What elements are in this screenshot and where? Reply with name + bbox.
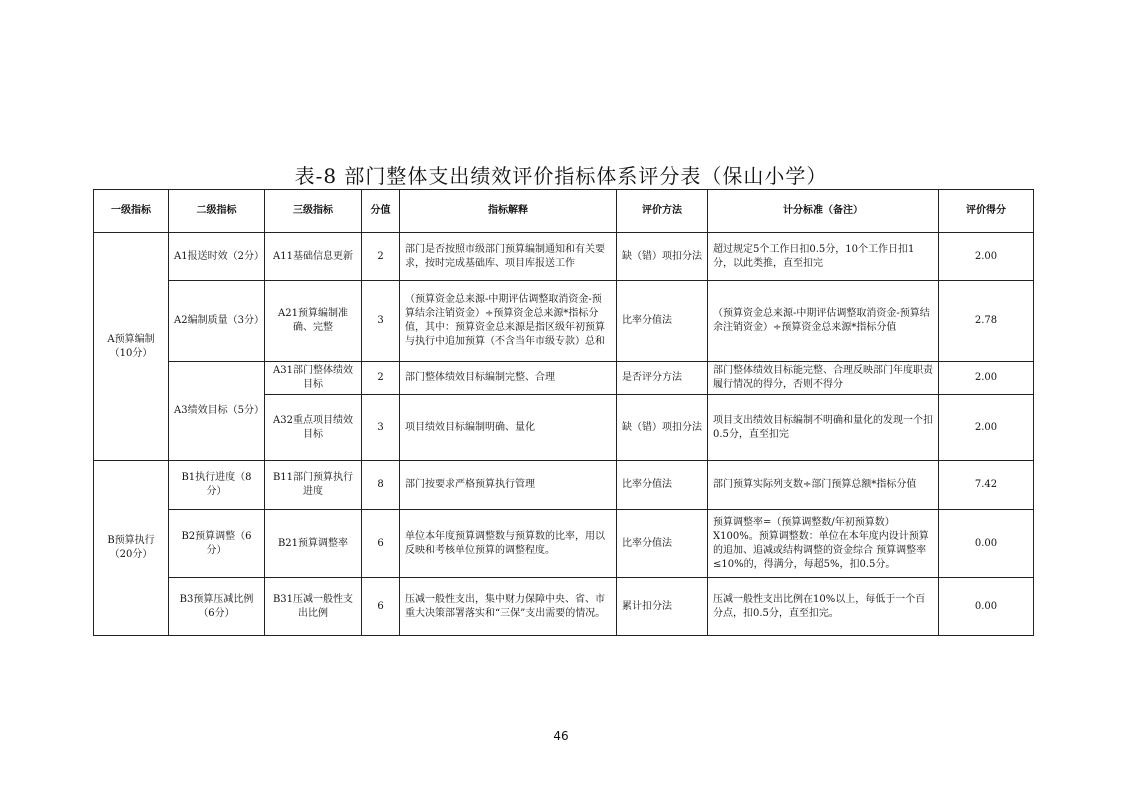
method-cell: 缺（错）项扣分法 — [617, 233, 708, 281]
score-cell: 2 — [362, 362, 400, 395]
explanation-cell: 部门按要求严格预算执行管理 — [400, 461, 617, 510]
header-level1: 一级指标 — [94, 190, 169, 233]
level2-cell: B3预算压减比例（6分） — [169, 578, 265, 636]
result-cell: 2.78 — [939, 281, 1034, 362]
scoring-table — [93, 189, 1034, 636]
explanation-cell: 项目绩效目标编制明确、量化 — [400, 395, 617, 461]
level2-cell: A1报送时效（2分） — [169, 233, 265, 281]
header-result: 评价得分 — [939, 190, 1034, 233]
level3-cell: B31压减一般性支出比例 — [265, 578, 362, 636]
result-cell: 2.00 — [939, 362, 1034, 395]
header-method: 评价方法 — [617, 190, 708, 233]
level3-cell: B21预算调整率 — [265, 510, 362, 578]
method-cell: 累计扣分法 — [617, 578, 708, 636]
table-row — [94, 578, 1034, 636]
table-row — [94, 233, 1034, 281]
level3-cell: B11部门预算执行进度 — [265, 461, 362, 510]
group-a-cell: A预算编制（10分） — [94, 233, 169, 461]
explanation-cell: （预算资金总来源-中期评估调整取消资金-预算结余注销资金）÷预算资金总来源*指标分值，其中：预算资金总来源是指区级年初预算与执行中追加预算（不含当年市级专款）总和 — [400, 281, 617, 362]
standard-cell: 压减一般性支出比例在10%以上，每低于一个百分点，扣0.5分，直至扣完。 — [708, 578, 939, 636]
method-cell: 比率分值法 — [617, 461, 708, 510]
standard-cell: 项目支出绩效目标编制不明确和量化的发现一个扣0.5分，直至扣完 — [708, 395, 939, 461]
score-cell: 2 — [362, 233, 400, 281]
table-title: 表-8 部门整体支出绩效评价指标体系评分表（保山小学） — [294, 164, 828, 188]
explanation-cell: 部门是否按照市级部门预算编制通知和有关要求，按时完成基础库、项目库报送工作 — [400, 233, 617, 281]
group-b-cell: B预算执行（20分） — [94, 461, 169, 636]
method-cell: 比率分值法 — [617, 281, 708, 362]
result-cell: 7.42 — [939, 461, 1034, 510]
result-cell: 0.00 — [939, 578, 1034, 636]
method-cell: 比率分值法 — [617, 510, 708, 578]
header-level3: 三级指标 — [265, 190, 362, 233]
table-row — [94, 362, 1034, 395]
standard-cell: 预算调整率=（预算调整数/年初预算数）X100%。预算调整数：单位在本年度内设计预算的追加、追减或结构调整的资金综合 预算调整率≤10%的，得满分，每超5%，扣0.5分。 — [708, 510, 939, 578]
header-explanation: 指标解释 — [400, 190, 617, 233]
method-cell: 是否评分方法 — [617, 362, 708, 395]
level3-cell: A11基础信息更新 — [265, 233, 362, 281]
explanation-cell: 单位本年度预算调整数与预算数的比率，用以反映和考核单位预算的调整程度。 — [400, 510, 617, 578]
result-cell: 0.00 — [939, 510, 1034, 578]
level2-cell: A2编制质量（3分） — [169, 281, 265, 362]
standard-cell: （预算资金总来源-中期评估调整取消资金-预算结余注销资金）÷预算资金总来源*指标分值 — [708, 281, 939, 362]
level2-cell: A3绩效目标（5分） — [169, 362, 265, 461]
page-number: 46 — [553, 729, 569, 743]
standard-cell: 超过规定5个工作日扣0.5分，10个工作日扣1分，以此类推，直至扣完 — [708, 233, 939, 281]
header-score: 分值 — [362, 190, 400, 233]
result-cell: 2.00 — [939, 233, 1034, 281]
score-cell: 3 — [362, 395, 400, 461]
standard-cell: 部门整体绩效目标能完整、合理反映部门年度职责履行情况的得分，否则不得分 — [708, 362, 939, 395]
header-standard: 计分标准（备注） — [708, 190, 939, 233]
method-cell: 缺（错）项扣分法 — [617, 395, 708, 461]
header-row — [94, 190, 1034, 233]
result-cell: 2.00 — [939, 395, 1034, 461]
standard-cell: 部门预算实际列支数÷部门预算总额*指标分值 — [708, 461, 939, 510]
table-row — [94, 281, 1034, 362]
score-cell: 3 — [362, 281, 400, 362]
score-cell: 8 — [362, 461, 400, 510]
level2-cell: B2预算调整（6分） — [169, 510, 265, 578]
level2-cell: B1执行进度（8分） — [169, 461, 265, 510]
level3-cell: A21预算编制准确、完整 — [265, 281, 362, 362]
explanation-cell: 部门整体绩效目标编制完整、合理 — [400, 362, 617, 395]
table-row — [94, 510, 1034, 578]
level3-cell: A32重点项目绩效目标 — [265, 395, 362, 461]
header-level2: 二级指标 — [169, 190, 265, 233]
explanation-cell: 压减一般性支出，集中财力保障中央、省、市重大决策部署落实和“三保”支出需要的情况。 — [400, 578, 617, 636]
level3-cell: A31部门整体绩效目标 — [265, 362, 362, 395]
score-cell: 6 — [362, 510, 400, 578]
score-cell: 6 — [362, 578, 400, 636]
table-row — [94, 461, 1034, 510]
